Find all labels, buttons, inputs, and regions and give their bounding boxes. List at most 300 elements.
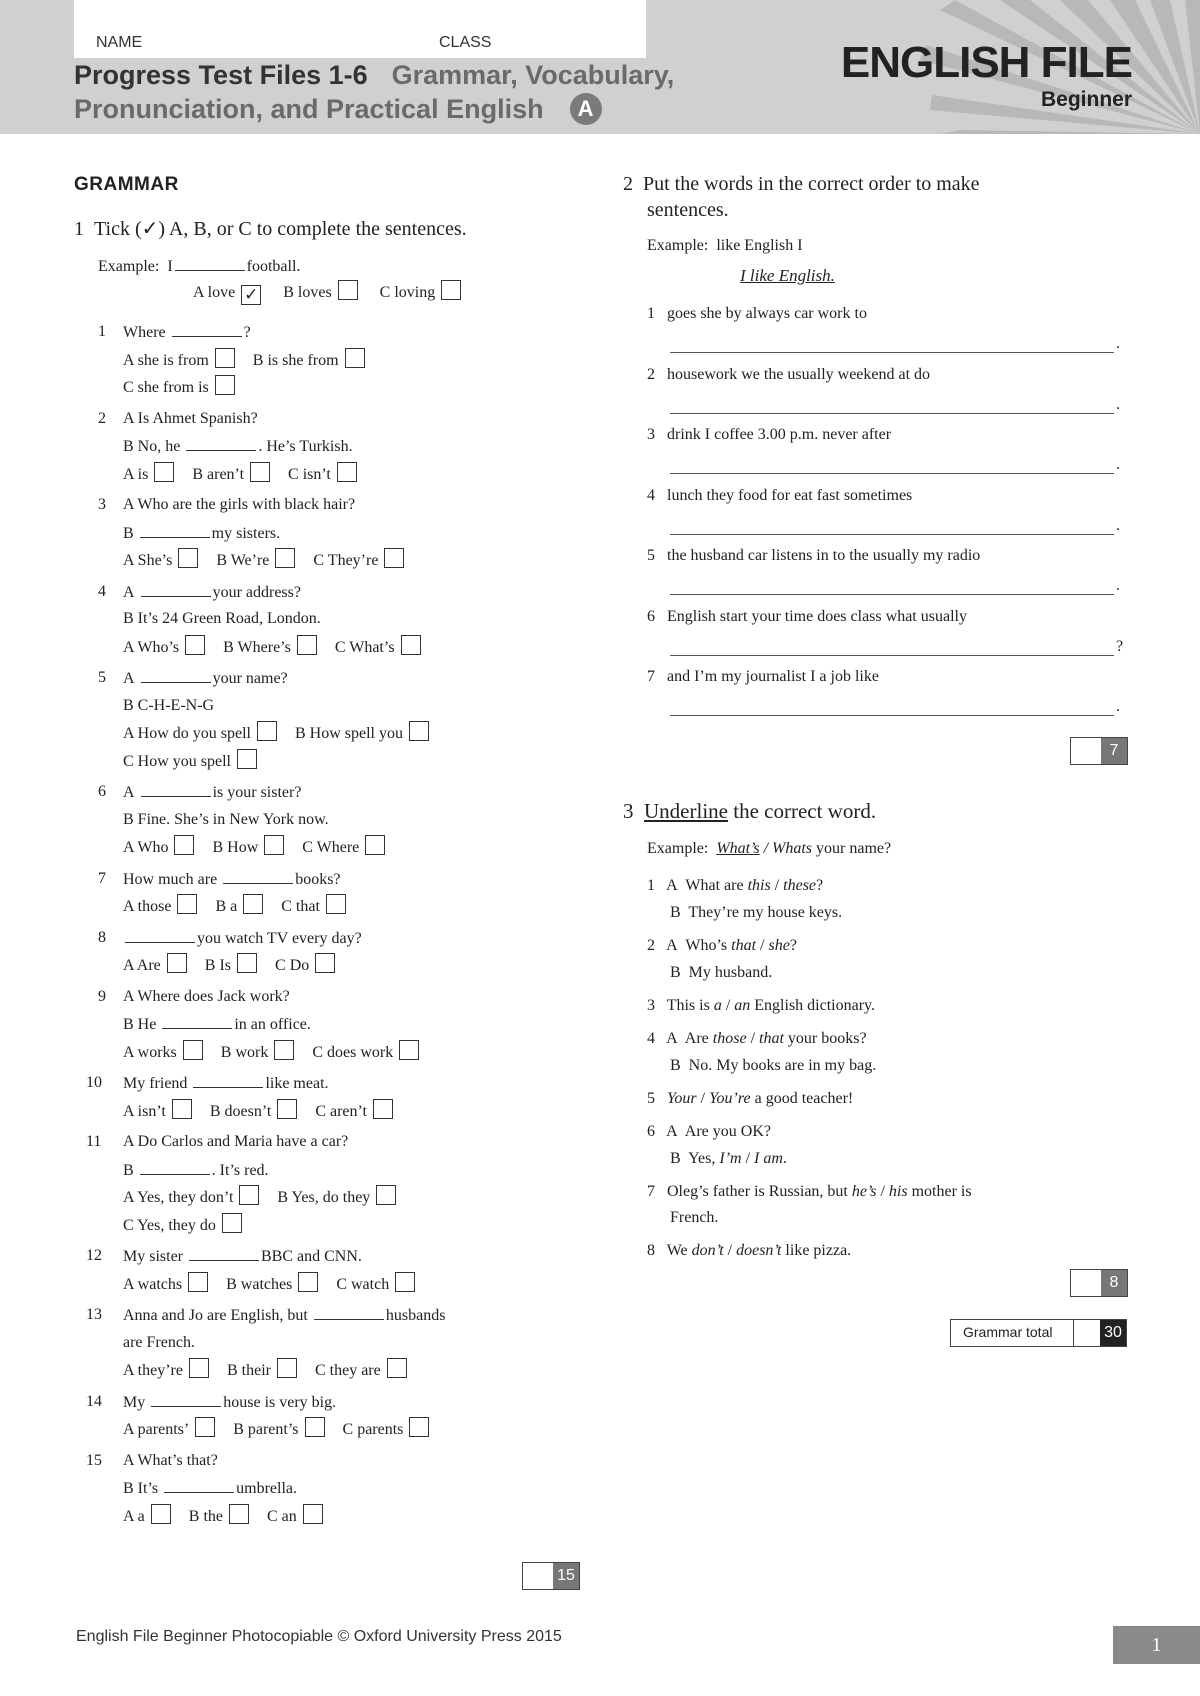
choice[interactable]: that — [759, 1030, 784, 1047]
item-question-line — [123, 1158, 269, 1183]
question-text: my sisters. — [211, 524, 281, 542]
choice[interactable]: You’re — [709, 1090, 751, 1107]
ex2-item — [647, 665, 879, 689]
option-label: C Yes, they do — [123, 1216, 216, 1234]
checkbox[interactable] — [264, 835, 284, 855]
question-text: . He’s Turkish. — [258, 438, 353, 455]
option-label: C an — [267, 1507, 297, 1525]
ex3-score-box[interactable] — [1070, 1269, 1128, 1297]
option — [343, 1421, 430, 1438]
page-header — [0, 0, 1200, 134]
item-question-line — [123, 521, 280, 546]
question-text: your name? — [212, 670, 288, 687]
option-label: A works — [123, 1043, 177, 1061]
question-text: A — [123, 670, 135, 687]
checkbox[interactable] — [174, 835, 194, 855]
option — [123, 898, 197, 915]
option — [302, 839, 385, 856]
item-options — [123, 1099, 411, 1124]
item-options — [123, 1504, 341, 1529]
sentence-end-mark: . — [1116, 395, 1120, 413]
checkbox[interactable] — [277, 1099, 297, 1119]
option-label: A She’s — [123, 552, 173, 569]
choice[interactable]: those — [712, 1030, 747, 1047]
item-options — [123, 1358, 425, 1383]
option-label: B Is — [204, 957, 232, 974]
item-number: 4 — [98, 582, 106, 600]
ex3-number: 3 — [623, 799, 634, 823]
option-label: A they’re — [123, 1362, 183, 1379]
item-options — [123, 462, 375, 487]
item-question-line — [123, 780, 301, 805]
question-text: How much are — [123, 870, 218, 888]
ex3-item-4b: B No. My books are in my bag. — [670, 1057, 877, 1074]
checkbox[interactable] — [177, 894, 197, 914]
checkbox[interactable] — [298, 1272, 318, 1292]
option-label: B We’re — [216, 552, 270, 569]
checkbox[interactable] — [275, 548, 295, 568]
question-text: like meat. — [265, 1075, 329, 1092]
option-label: C Do — [275, 957, 310, 974]
option — [123, 1362, 209, 1379]
question-text: ? — [243, 324, 251, 341]
checkbox[interactable] — [277, 1358, 297, 1378]
checkbox[interactable] — [154, 462, 174, 482]
option — [189, 1508, 249, 1525]
ex2-score: 7 — [1101, 738, 1127, 764]
option — [123, 839, 194, 856]
ex2-number: 2 — [623, 173, 633, 195]
checkbox[interactable] — [215, 348, 235, 368]
checkbox[interactable] — [188, 1272, 208, 1292]
checkbox[interactable] — [345, 348, 365, 368]
option-label: A Are — [123, 957, 161, 974]
name-label: NAME — [96, 34, 143, 51]
question-text: are French. — [123, 1333, 195, 1351]
checkbox[interactable]: ✓ — [241, 285, 261, 305]
blank-line — [186, 434, 256, 451]
item-question-line — [123, 407, 258, 431]
ex2-score-box[interactable] — [1070, 737, 1128, 765]
ex2-instruction-line2: sentences. — [647, 199, 729, 221]
question-text: husbands — [385, 1307, 446, 1324]
choice[interactable]: this — [747, 877, 771, 894]
option — [123, 466, 174, 483]
option — [253, 352, 365, 369]
question-text: B C-H-E-N-G — [123, 696, 215, 714]
option-label: C parents — [342, 1421, 404, 1438]
question-text: house is very big. — [223, 1393, 337, 1411]
item-number: 3 — [647, 426, 655, 443]
option — [315, 1362, 407, 1379]
checkbox[interactable] — [172, 1099, 192, 1119]
question-text: A Who are the girls with black hair? — [123, 496, 356, 513]
checkbox[interactable] — [326, 894, 346, 914]
sentence-end-mark: . — [1116, 577, 1120, 594]
option — [267, 1508, 323, 1525]
option — [275, 957, 335, 974]
ex3-score: 8 — [1101, 1270, 1127, 1296]
choice[interactable]: doesn’t — [736, 1242, 782, 1259]
item-options — [123, 894, 364, 919]
ex1-score-box[interactable] — [522, 1562, 580, 1590]
checkbox[interactable] — [395, 1272, 415, 1292]
page-title — [74, 60, 674, 91]
checkbox[interactable] — [237, 749, 257, 769]
option — [221, 1044, 295, 1061]
option-label: B Yes, do they — [277, 1189, 371, 1206]
option — [123, 379, 235, 396]
item-number: 9 — [98, 987, 106, 1005]
question-text: A Where does Jack work? — [123, 987, 290, 1005]
checkbox[interactable] — [409, 1417, 429, 1437]
question-text: . It’s red. — [211, 1161, 269, 1179]
example-label: Example: — [98, 258, 160, 275]
example-label: Example: — [647, 840, 709, 857]
question-text: B Fine. She’s in New York now. — [123, 810, 329, 828]
option — [123, 1103, 192, 1120]
question-text: My friend — [123, 1075, 188, 1092]
grammar-heading: GRAMMAR — [74, 174, 179, 195]
example-choice-a: What’s — [716, 840, 760, 857]
ex3-example: Example: What’s / Whats your name? — [647, 840, 892, 857]
checkbox[interactable] — [399, 1040, 419, 1060]
item-options — [123, 1185, 414, 1210]
item-number: 4 — [647, 486, 655, 504]
ex3-item-7: 7 Oleg’s father is Russian, but he’s / his mother is — [647, 1183, 972, 1200]
example-pre: I — [167, 258, 173, 275]
checkbox[interactable] — [257, 721, 277, 741]
choice[interactable]: Your — [667, 1090, 697, 1107]
item-number: 13 — [86, 1306, 102, 1323]
checkbox[interactable] — [441, 280, 461, 300]
option — [123, 1276, 208, 1293]
item-question-line — [123, 1244, 362, 1269]
example-label: Example: — [647, 237, 709, 254]
option — [223, 639, 317, 656]
ex3-item-5: 5 Your / You’re a good teacher! — [647, 1090, 854, 1107]
item-question-line — [123, 1130, 348, 1154]
item-number: 15 — [86, 1451, 102, 1469]
checkbox[interactable] — [365, 835, 385, 855]
class-label: CLASS — [439, 34, 492, 51]
checkbox[interactable] — [387, 1358, 407, 1378]
option-label: A Who’s — [123, 638, 180, 656]
option — [226, 1276, 318, 1293]
question-text: A — [123, 784, 135, 801]
choice[interactable]: these — [783, 877, 817, 894]
option-label: A a — [123, 1507, 145, 1525]
item-options — [123, 721, 447, 746]
ex3-item-6b: B Yes, I’m / I am. — [670, 1150, 787, 1167]
blank-line — [162, 1012, 232, 1029]
checkbox[interactable] — [303, 1504, 323, 1524]
blank-line — [314, 1303, 384, 1320]
grammar-total-entry[interactable] — [1073, 1320, 1100, 1346]
item-question-line — [123, 1449, 218, 1473]
answer-line[interactable] — [670, 413, 1114, 414]
blank-line — [141, 666, 211, 683]
checkbox[interactable] — [305, 1417, 325, 1437]
answer-line[interactable] — [670, 655, 1114, 656]
option — [336, 1276, 415, 1293]
checkbox[interactable] — [215, 375, 235, 395]
ex2-instruction-line1: Put the words in the correct order to make — [643, 173, 980, 195]
version-badge: A — [570, 93, 602, 125]
item-number: 7 — [647, 668, 655, 685]
sentence-end-mark: . — [1116, 335, 1120, 352]
option — [215, 898, 263, 915]
scrambled-words: the husband car listens in to the usually my radio — [667, 547, 981, 564]
checkbox[interactable] — [222, 1213, 242, 1233]
example-option-c: C loving — [380, 284, 462, 301]
item-options — [123, 635, 439, 660]
question-text: My — [123, 1393, 146, 1411]
title-gray-1: Grammar, Vocabulary, — [391, 60, 675, 90]
page-subtitle — [74, 93, 602, 125]
item-number: 10 — [86, 1074, 102, 1091]
item-question-line — [123, 580, 301, 605]
option — [233, 1421, 324, 1438]
option — [123, 352, 235, 369]
brand-logo: ENGLISH FILE — [840, 38, 1132, 87]
ex2-item — [647, 423, 891, 447]
option-label: C does work — [312, 1043, 394, 1061]
checkbox[interactable] — [384, 548, 404, 568]
question-text: umbrella. — [236, 1480, 297, 1497]
blank-line — [140, 1158, 210, 1175]
option-label: C watch — [336, 1275, 390, 1293]
option — [335, 639, 421, 656]
checkbox[interactable] — [185, 635, 205, 655]
item-number: 11 — [86, 1133, 102, 1150]
checkbox[interactable] — [178, 548, 198, 568]
item-options — [123, 835, 403, 860]
item-number: 6 — [647, 607, 655, 625]
question-text: A Is Ahmet Spanish? — [123, 409, 258, 427]
choice[interactable]: his — [888, 1183, 908, 1200]
ex2-example — [647, 234, 803, 258]
checkbox[interactable] — [167, 953, 187, 973]
ex3-item-7b: French. — [670, 1209, 719, 1226]
item-options — [123, 375, 253, 400]
item-question-line — [123, 694, 214, 718]
question-text: B — [123, 524, 134, 542]
item-question-line — [123, 867, 341, 892]
option-label: B the — [188, 1507, 223, 1525]
question-text: A What’s that? — [123, 1451, 218, 1469]
option-label: C What’s — [334, 638, 395, 656]
option-label: A How do you spell — [123, 725, 251, 742]
option-label: B is she from — [252, 351, 339, 369]
option — [312, 1044, 419, 1061]
item-number: 14 — [86, 1392, 102, 1410]
ex3-item-1b: B They’re my house keys. — [670, 904, 843, 921]
checkbox[interactable] — [151, 1504, 171, 1524]
blank-line — [175, 254, 245, 271]
scrambled-words: drink I coffee 3.00 p.m. never after — [667, 426, 892, 443]
item-question-line — [123, 985, 290, 1009]
item-number: 2 — [647, 365, 655, 383]
option — [315, 1103, 393, 1120]
answer-line[interactable] — [670, 715, 1114, 716]
item-question-line — [123, 434, 353, 459]
scrambled-words: English start your time does class what usually — [667, 607, 967, 625]
item-options — [123, 1040, 437, 1065]
item-options — [123, 348, 383, 373]
item-number: 7 — [98, 869, 106, 887]
checkbox[interactable] — [315, 953, 335, 973]
ex3-item-6: 6 A Are you OK? — [647, 1123, 771, 1140]
answer-line[interactable] — [670, 473, 1114, 474]
item-options — [123, 1213, 260, 1238]
title-bold: Progress Test Files 1-6 — [74, 60, 368, 90]
title-gray-2: Pronunciation, and Practical English — [74, 94, 544, 124]
option-label: B parent’s — [233, 1421, 299, 1438]
blank-line — [140, 521, 210, 538]
option-label: B Where’s — [223, 638, 291, 656]
choice[interactable]: a — [713, 997, 722, 1014]
item-question-line — [123, 1476, 297, 1501]
ex2-example-answer: I like English. — [740, 266, 835, 285]
answer-line[interactable] — [670, 352, 1114, 353]
question-text: A Do Carlos and Maria have a car? — [123, 1133, 349, 1150]
ex2-item — [647, 363, 930, 387]
option — [123, 1508, 171, 1525]
checkbox[interactable] — [195, 1417, 215, 1437]
item-number: 2 — [98, 409, 106, 427]
ex3-item-2: 2 A Who’s that / she? — [647, 937, 797, 954]
sentence-end-mark: . — [1116, 516, 1120, 534]
choice[interactable]: he’s — [851, 1183, 877, 1200]
option-label: A watchs — [123, 1275, 183, 1293]
checkbox[interactable] — [297, 635, 317, 655]
example-post: your name? — [816, 840, 892, 857]
example-choice-b: Whats — [772, 840, 813, 857]
option — [288, 466, 357, 483]
option-label: C aren’t — [315, 1102, 367, 1120]
option — [205, 957, 257, 974]
ex1-example-options — [193, 280, 479, 305]
grammar-total-box — [950, 1319, 1127, 1347]
blank-line — [223, 867, 293, 884]
choice[interactable]: she — [768, 937, 790, 954]
option-label: C she from is — [123, 379, 209, 396]
option-label: C How you spell — [123, 752, 231, 770]
option — [123, 552, 198, 569]
item-question-line — [123, 493, 355, 517]
blank-line — [172, 320, 242, 337]
option — [210, 1103, 297, 1120]
item-number: 5 — [98, 669, 106, 686]
checkbox[interactable] — [250, 462, 270, 482]
question-text: B It’s 24 Green Road, London. — [123, 610, 321, 627]
ex3-item-1: 1 A What are this / these? — [647, 877, 824, 894]
question-text: is your sister? — [212, 784, 302, 801]
question-text: your address? — [212, 583, 301, 601]
item-number: 6 — [98, 783, 106, 800]
scrambled-words: goes she by always car work to — [667, 305, 867, 322]
ex2-item — [647, 605, 967, 629]
checkbox[interactable] — [337, 462, 357, 482]
checkbox[interactable] — [401, 635, 421, 655]
question-text: A — [123, 583, 135, 601]
option-label: A is — [123, 465, 149, 483]
ex1-instruction-text: Tick (✓) A, B, or C to complete the sentences. — [94, 218, 467, 240]
option-label: C Where — [302, 839, 360, 856]
choice[interactable]: I am — [754, 1150, 783, 1167]
blank-line — [151, 1390, 221, 1407]
item-question-line — [123, 1012, 311, 1037]
item-number: 1 — [98, 323, 106, 340]
question-text: B — [123, 1161, 134, 1179]
checkbox[interactable] — [409, 721, 429, 741]
checkbox[interactable] — [189, 1358, 209, 1378]
option — [313, 552, 404, 569]
item-question-line — [123, 320, 251, 345]
option — [123, 957, 187, 974]
scrambled-words: lunch they food for eat fast sometimes — [667, 486, 913, 504]
option-label: A she is from — [123, 351, 209, 369]
checkbox[interactable] — [373, 1099, 393, 1119]
item-question-line — [123, 1303, 445, 1328]
checkbox[interactable] — [229, 1504, 249, 1524]
option-label: B doesn’t — [209, 1102, 272, 1120]
option — [123, 1044, 203, 1061]
item-number: 1 — [647, 305, 655, 322]
option — [277, 1189, 396, 1206]
option-label: A Who — [123, 839, 169, 856]
checkbox[interactable] — [237, 953, 257, 973]
footer-copyright: English File Beginner Photocopiable © Oxford University Press 2015 — [76, 1628, 562, 1645]
option — [295, 725, 429, 742]
checkbox[interactable] — [183, 1040, 203, 1060]
answer-line[interactable] — [670, 534, 1114, 535]
checkbox[interactable] — [376, 1185, 396, 1205]
option-label: B How — [212, 839, 259, 856]
checkbox[interactable] — [239, 1185, 259, 1205]
checkbox[interactable] — [274, 1040, 294, 1060]
item-question-line — [123, 1071, 329, 1096]
blank-line — [141, 580, 211, 597]
page-number: 1 — [1113, 1626, 1200, 1664]
ex1-example — [98, 254, 300, 279]
name-class-box — [74, 0, 646, 58]
option — [281, 898, 346, 915]
question-text: B He — [123, 1016, 157, 1033]
choice[interactable]: don’t — [691, 1242, 724, 1259]
example-option-a: A love ✓ — [193, 284, 261, 301]
item-number: 8 — [98, 928, 106, 946]
option-label: A Yes, they don’t — [123, 1189, 234, 1206]
option — [227, 1362, 297, 1379]
checkbox[interactable] — [338, 280, 358, 300]
option — [216, 552, 295, 569]
item-options — [123, 548, 422, 573]
choice[interactable]: an — [734, 997, 751, 1014]
answer-line[interactable] — [670, 594, 1114, 595]
option-label: A isn’t — [123, 1102, 166, 1120]
example-option-b: B loves — [283, 284, 357, 301]
choice[interactable]: that — [731, 937, 757, 954]
example-words: like English I — [716, 237, 803, 254]
item-question-line — [123, 1390, 336, 1415]
choice[interactable]: I’m — [719, 1150, 742, 1167]
blank-line — [164, 1476, 234, 1493]
sentence-end-mark: . — [1116, 456, 1120, 473]
checkbox[interactable] — [243, 894, 263, 914]
item-question-line — [123, 607, 321, 631]
